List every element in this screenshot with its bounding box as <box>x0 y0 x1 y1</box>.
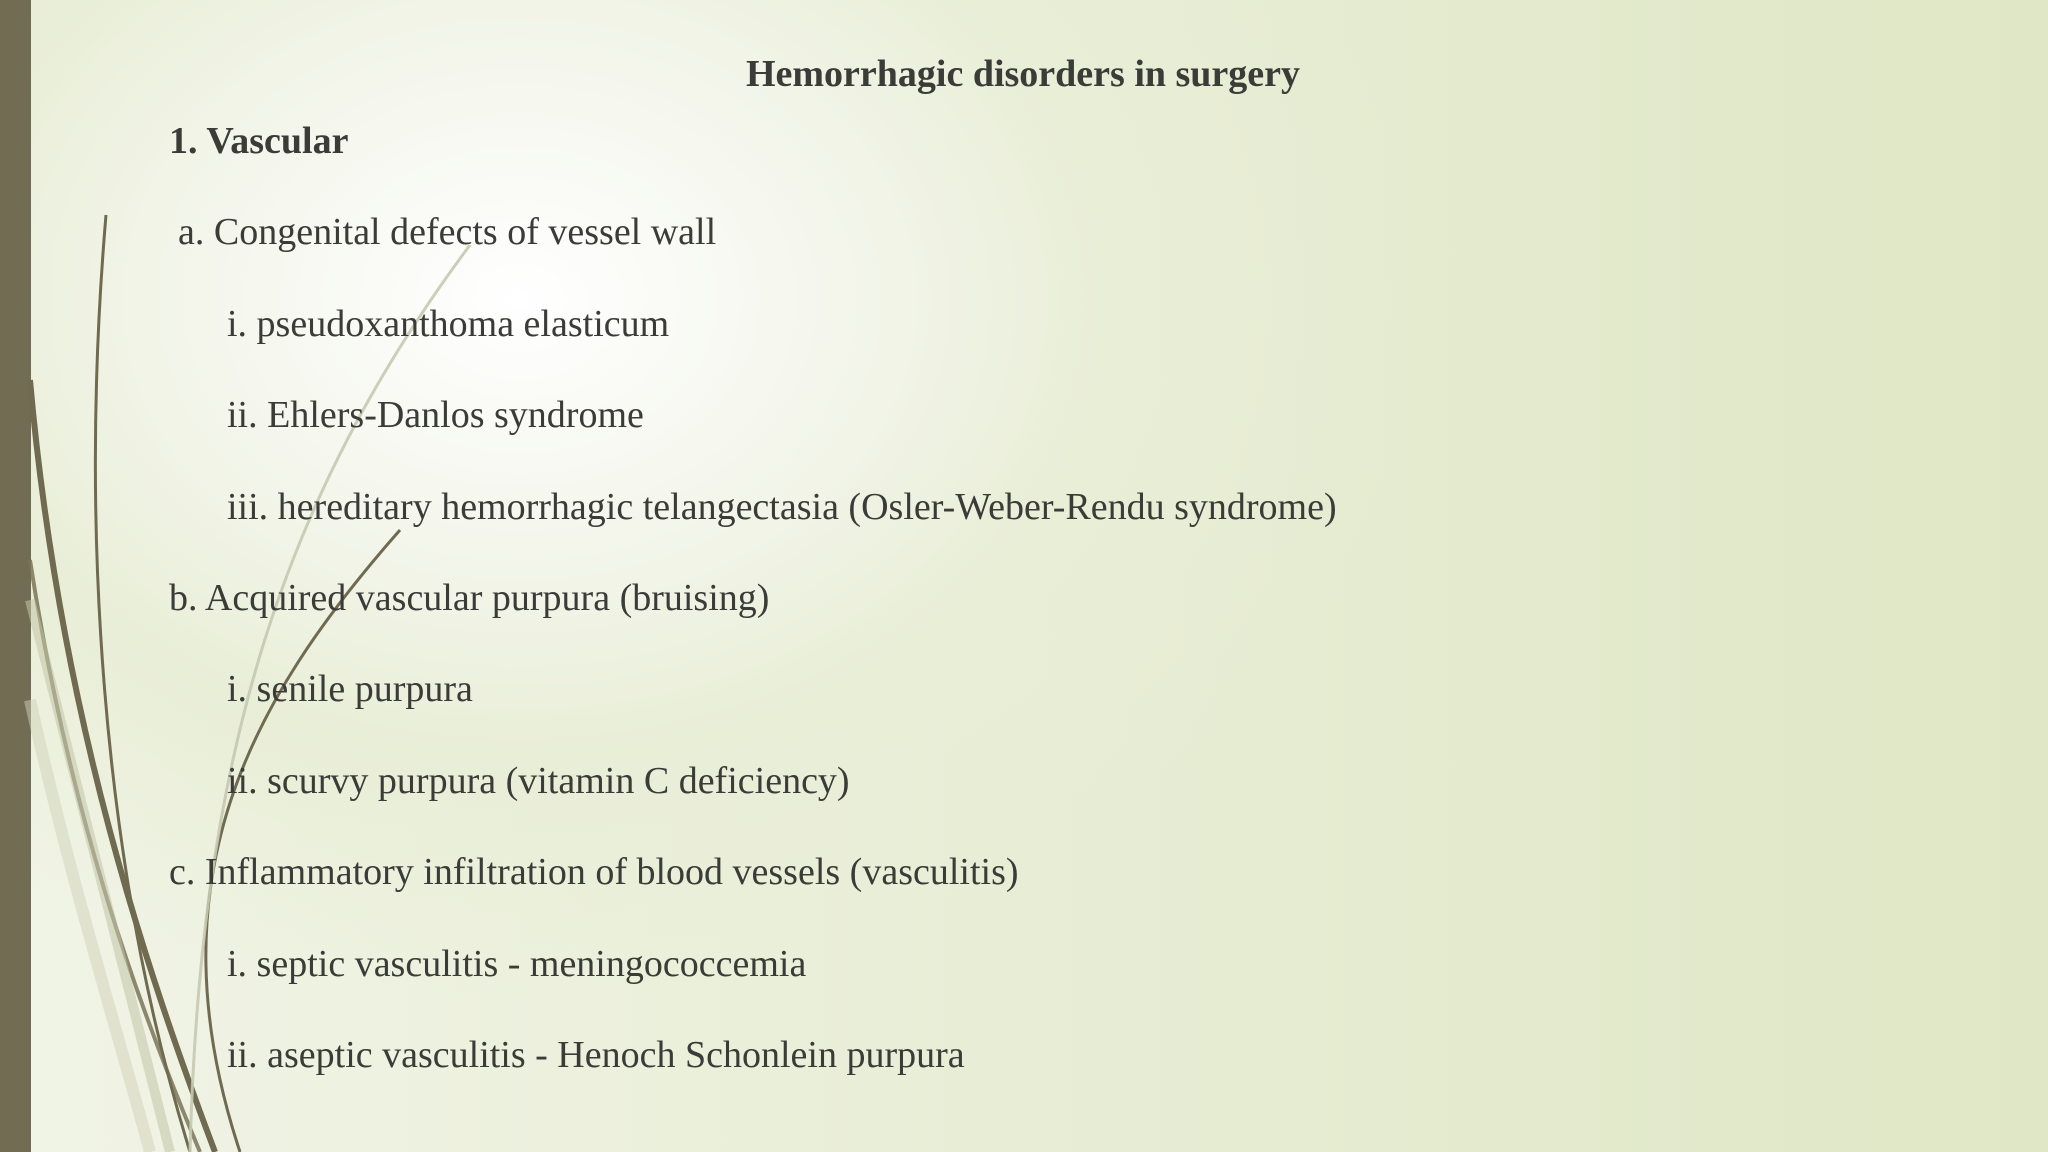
left-accent-bar <box>0 0 31 1152</box>
outline-item-pseudoxanthoma: i. pseudoxanthoma elasticum <box>227 303 670 345</box>
outline-item-acquired-purpura: b. Acquired vascular purpura (bruising) <box>169 577 770 619</box>
outline-item-senile-purpura: i. senile purpura <box>227 668 473 710</box>
outline-item-ehlers-danlos: ii. Ehlers-Danlos syndrome <box>227 394 644 436</box>
outline-item-vasculitis: c. Inflammatory infiltration of blood vessels (vasculitis) <box>169 851 1019 893</box>
outline-item-aseptic-vasculitis: ii. aseptic vasculitis - Henoch Schonlein purpura <box>227 1034 965 1076</box>
outline-item-congenital-defects: a. Congenital defects of vessel wall <box>178 211 717 253</box>
outline-item-hht: iii. hereditary hemorrhagic telangectasia (Osler-Weber-Rendu syndrome) <box>227 486 1337 528</box>
outline-item-vascular: 1. Vascular <box>169 120 349 162</box>
slide-title-text: Hemorrhagic disorders in surgery <box>745 53 1301 95</box>
outline-item-scurvy-purpura: ii. scurvy purpura (vitamin C deficiency) <box>227 760 850 802</box>
slide-title <box>0 52 2048 96</box>
outline-item-septic-vasculitis: i. septic vasculitis - meningococcemia <box>227 943 807 985</box>
